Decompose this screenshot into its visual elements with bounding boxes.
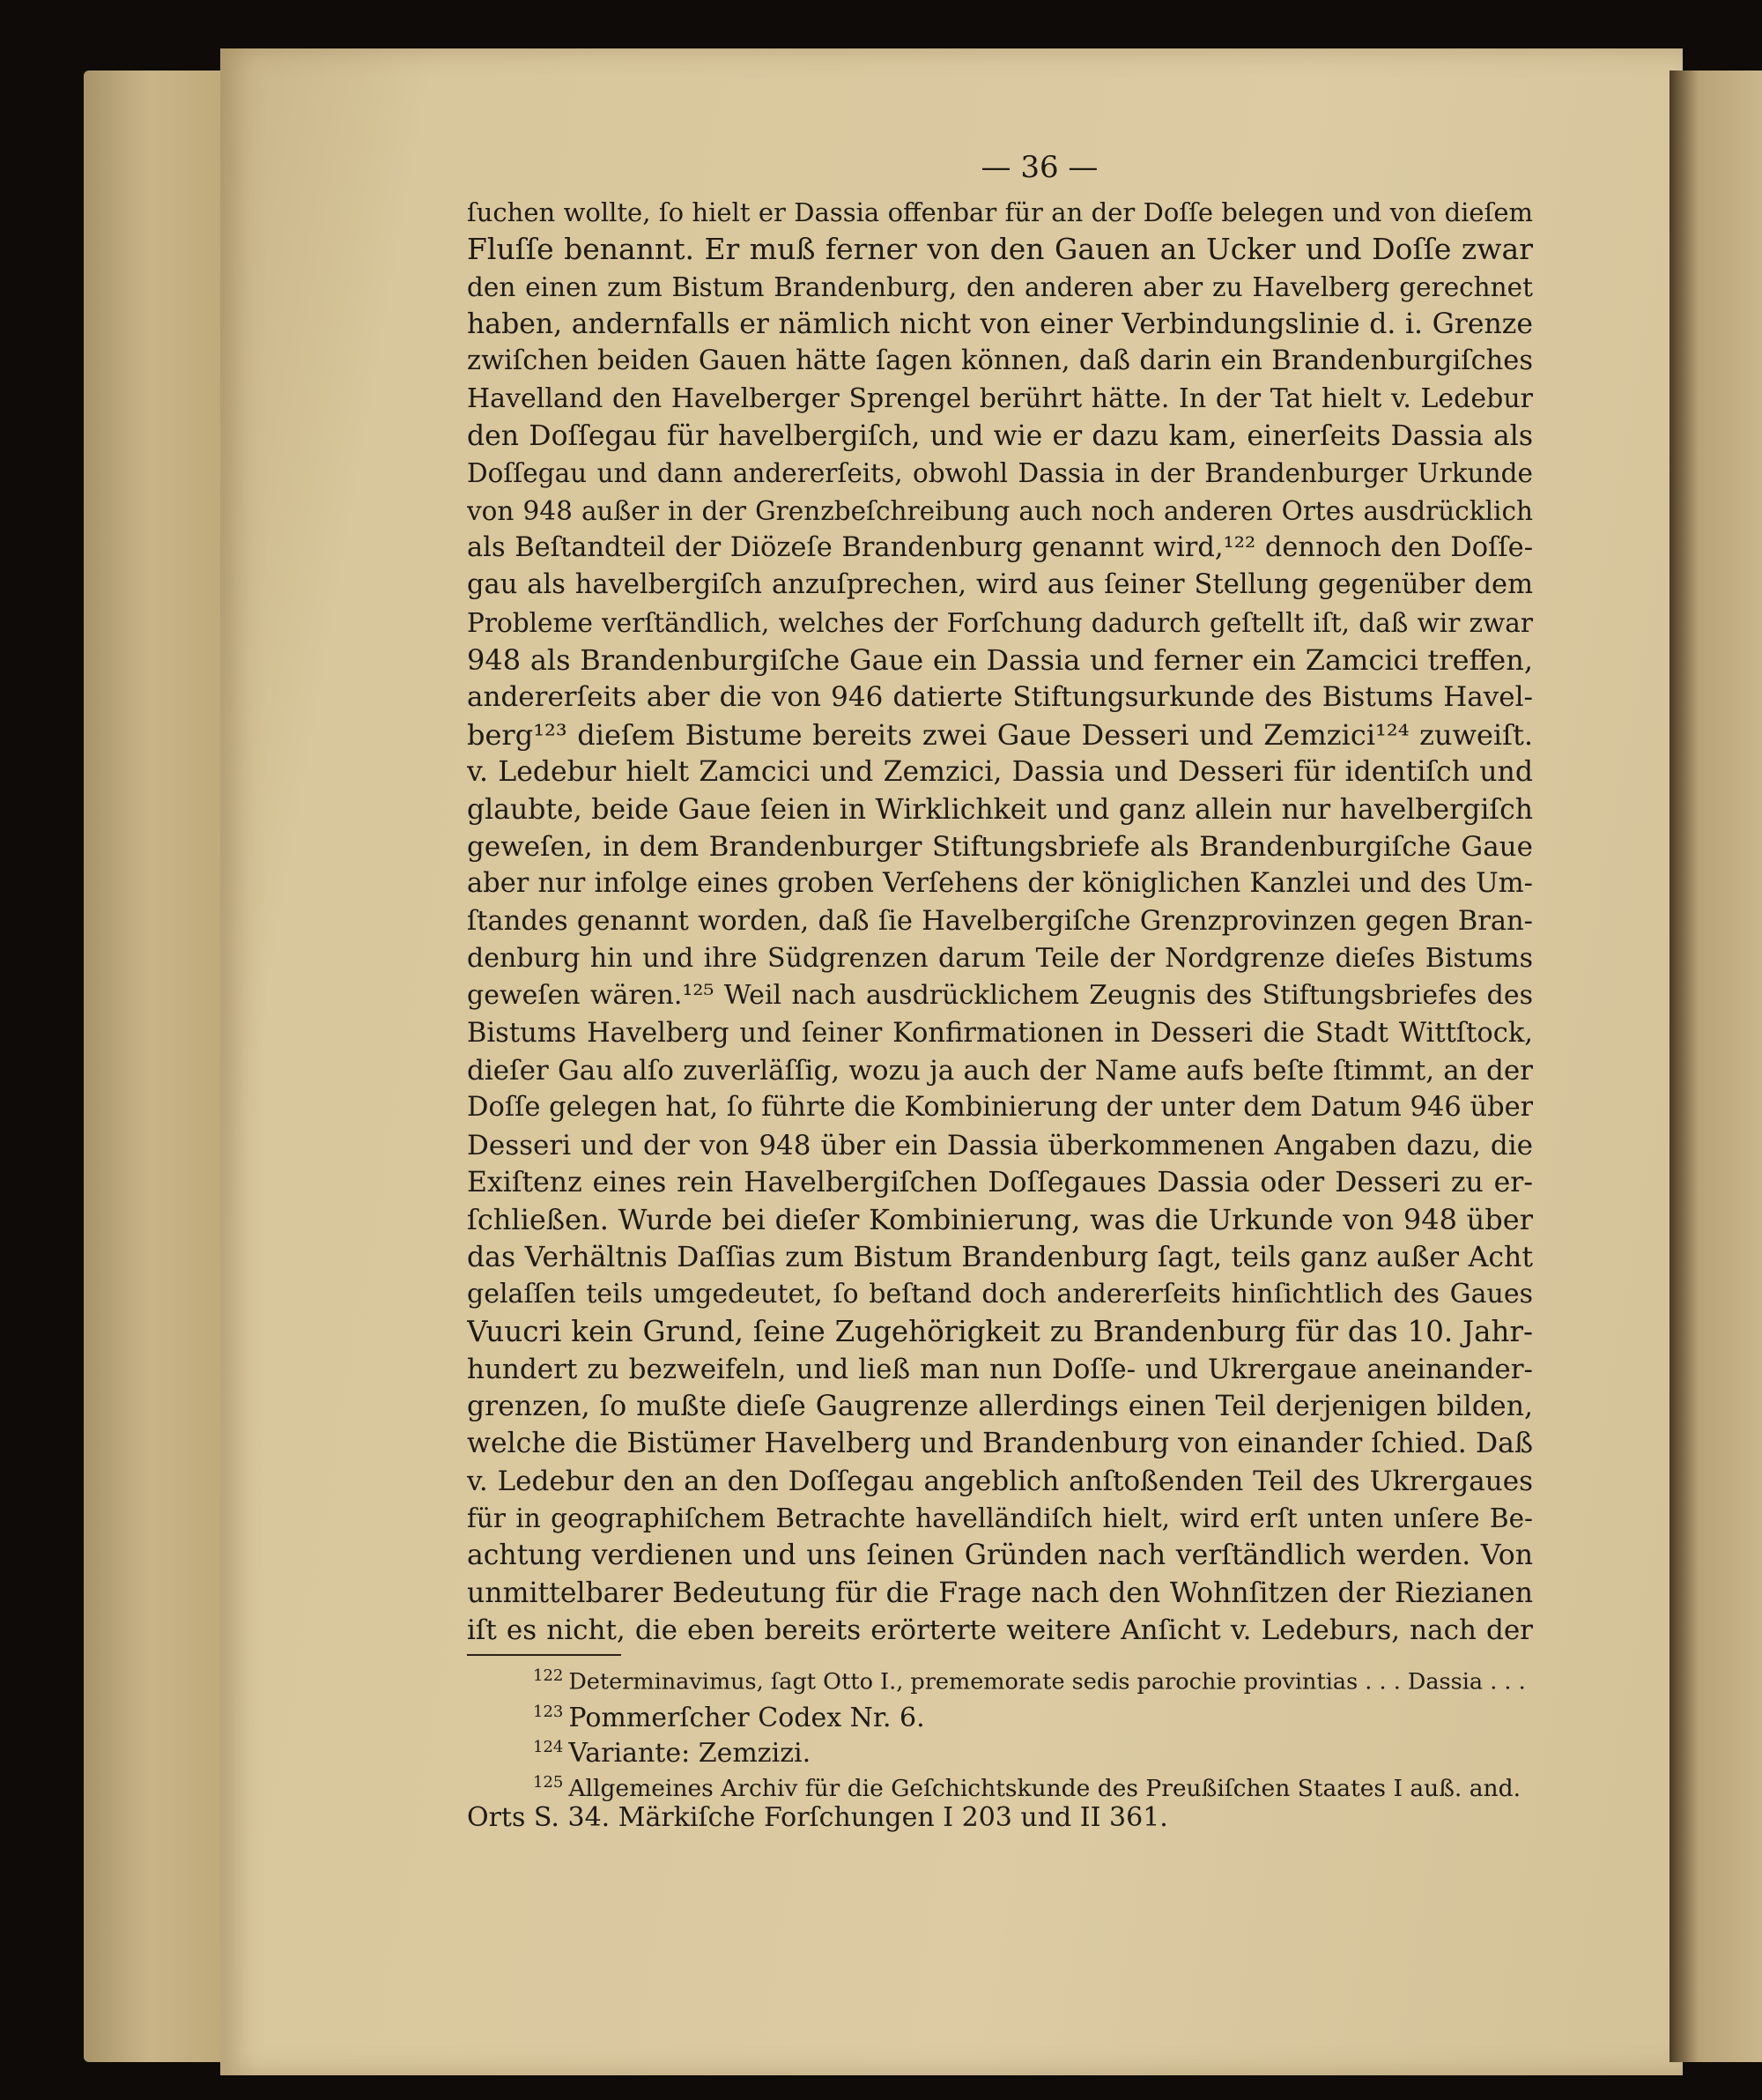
- body-line: ſuchen wollte, ſo hielt er Dassia offenbar für an der Doſſe belegen und von dieſem: [467, 197, 1533, 227]
- body-line: achtung verdienen und uns ſeinen Gründen nach verſtändlich werden. Von: [467, 1540, 1533, 1572]
- footnote: [467, 1768, 1533, 1803]
- body-line: iſt es nicht, die eben bereits erörterte weitere Anſicht v. Ledeburs, nach der: [467, 1614, 1533, 1647]
- body-line: Desseri und der von 948 über ein Dassia überkommenen Angaben dazu, die: [467, 1129, 1533, 1161]
- footnote-divider: [467, 1654, 621, 1656]
- body-line: als Beſtandteil der Diözeſe Brandenburg genannt wird,¹²² dennoch den Doſſe-: [467, 532, 1533, 564]
- body-line: Doſſegau und dann andererſeits, obwohl Dassia in der Brandenburger Urkunde: [467, 458, 1533, 489]
- footnote-number: 123: [533, 1702, 564, 1721]
- page-number: — 36 —: [981, 150, 1099, 185]
- footnote-number: 125: [533, 1772, 564, 1792]
- body-line: aber nur infolge eines groben Verſehens der königlichen Kanzlei und des Um-: [467, 868, 1533, 900]
- footnote-text: Determinavimus, ſagt Otto I., prememorate sedis parochie provintias . . . Dassia . . .: [568, 1668, 1526, 1696]
- body-line: geweſen wären.¹²⁵ Weil nach ausdrücklichem Zeugnis des Stiftungsbriefes des: [467, 980, 1533, 1012]
- body-line: unmittelbarer Bedeutung für die Frage nach den Wohnſitzen der Riezianen: [467, 1577, 1533, 1609]
- body-line: andererſeits aber die von 946 datierte Stiftungsurkunde des Bistums Havel-: [467, 681, 1533, 714]
- footnote-text: Orts S. 34. Märkiſche Forſchungen I 203 und II 361.: [467, 1802, 1168, 1832]
- body-text: [467, 194, 1533, 1649]
- body-line: Doſſe gelegen hat, ſo führte die Kombinierung der unter dem Datum 946 über: [467, 1092, 1533, 1124]
- body-line: für in geographiſchem Betrachte havelländiſch hielt, wird erſt unten unſere Be-: [467, 1503, 1533, 1534]
- body-line: das Verhältnis Daſſias zum Bistum Brandenburg ſagt, teils ganz außer Acht: [467, 1241, 1533, 1273]
- body-line: geweſen, in dem Brandenburger Stiftungsbriefe als Brandenburgiſche Gaue: [467, 830, 1533, 863]
- body-line: Exiſtenz eines rein Havelbergiſchen Doſſegaues Dassia oder Desseri zu er-: [467, 1166, 1533, 1198]
- body-line: Fluſſe benannt. Er muß ferner von den Gauen an Ucker und Doſſe zwar: [467, 232, 1533, 267]
- body-line: Havelland den Havelberger Sprengel berührt hätte. In der Tat hielt v. Ledebur: [467, 382, 1533, 414]
- footnotes: [467, 1661, 1533, 1831]
- body-line: gelaſſen teils umgedeutet, ſo beſtand doch andererſeits hinſichtlich des Gaues: [467, 1278, 1533, 1310]
- body-line: hundert zu bezweifeln, und ließ man nun Doſſe- und Ukrergaue aneinander-: [467, 1353, 1533, 1385]
- footnote: [467, 1697, 1533, 1733]
- body-line: denburg hin und ihre Südgrenzen darum Teile der Nordgrenze dieſes Bistums: [467, 942, 1533, 974]
- footnote-continuation: [467, 1803, 1533, 1832]
- book-edge-right: [1669, 70, 1762, 2062]
- body-line: ſchließen. Wurde bei dieſer Kombinierung, was die Urkunde von 948 über: [467, 1203, 1533, 1237]
- body-line: glaubte, beide Gaue ſeien in Wirklichkeit und ganz allein nur havelbergiſch: [467, 793, 1533, 826]
- body-line: grenzen, ſo mußte dieſe Gaugrenze allerdings einen Teil derjenigen bilden,: [467, 1391, 1533, 1422]
- footnote-text: Pommerſcher Codex Nr. 6.: [568, 1702, 925, 1733]
- body-line: 948 als Brandenburgiſche Gaue ein Dassia und ferner ein Zamcici treffen,: [467, 643, 1533, 678]
- body-line: welche die Bistümer Havelberg und Brandenburg von einander ſchied. Daß: [467, 1428, 1533, 1460]
- body-line: Bistums Havelberg und ſeiner Konfirmationen in Desseri die Stadt Wittſtock,: [467, 1017, 1533, 1049]
- body-line: Vuucri kein Grund, ſeine Zugehörigkeit zu Brandenburg für das 10. Jahr-: [467, 1315, 1533, 1349]
- footnote-number: 124: [533, 1737, 564, 1756]
- body-line: von 948 außer in der Grenzbeſchreibung auch noch anderen Ortes ausdrücklich: [467, 495, 1533, 526]
- body-line: ſtandes genannt worden, daß ſie Havelbergiſche Grenzprovinzen gegen Bran-: [467, 905, 1533, 937]
- body-line: gau als havelbergiſch anzuſprechen, wird aus ſeiner Stellung gegenüber dem: [467, 569, 1533, 601]
- footnote: [467, 1661, 1533, 1697]
- body-line: dieſer Gau alſo zuverläſſig, wozu ja auch der Name aufs beſte ſtimmt, an der: [467, 1054, 1533, 1087]
- body-line: berg¹²³ dieſem Bistume bereits zwei Gaue Desseri und Zemzici¹²⁴ zuweiſt.: [467, 717, 1533, 752]
- body-line: v. Ledebur den an den Doſſegau angeblich anſtoßenden Teil des Ukrergaues: [467, 1465, 1533, 1497]
- footnote-text: Variante: Zemzizi.: [568, 1737, 811, 1768]
- footnote-text: Allgemeines Archiv für die Geſchichtskunde des Preußiſchen Staates I auß. and.: [568, 1774, 1521, 1802]
- body-line: den Doſſegau für havelbergiſch, und wie er dazu kam, einerſeits Dassia als: [467, 420, 1533, 453]
- body-line: Probleme verſtändlich, welches der Forſchung dadurch geſtellt iſt, daß wir zwar: [467, 607, 1533, 638]
- footnote: [467, 1733, 1533, 1768]
- text-block: [467, 141, 1533, 1832]
- body-line: den einen zum Bistum Brandenburg, den anderen aber zu Havelberg gerechnet: [467, 271, 1533, 302]
- footnote-number: 122: [533, 1666, 564, 1686]
- body-line: haben, andernfalls er nämlich nicht von einer Verbindungslinie d. i. Grenze: [467, 308, 1533, 341]
- body-line: v. Ledebur hielt Zamcici und Zemzici, Dassia und Desseri für identiſch und: [467, 756, 1533, 789]
- body-line: zwiſchen beiden Gauen hätte ſagen können, daß darin ein Brandenburgiſches: [467, 345, 1533, 377]
